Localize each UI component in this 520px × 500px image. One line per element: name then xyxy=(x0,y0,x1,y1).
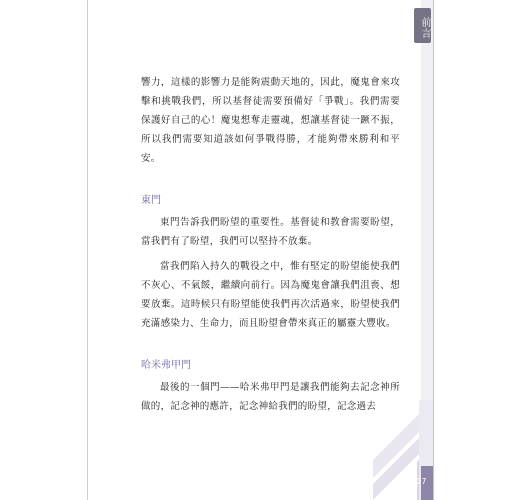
page-number: 007 xyxy=(410,477,427,486)
preface-tab xyxy=(414,8,431,43)
section-heading-east-gate: 東門 xyxy=(141,195,161,206)
book-page xyxy=(87,0,434,500)
miphkad-gate-paragraph-1: 最後的一個門——哈米弗甲門是讓我們能夠去記念神所做的，記念神的應許，記念神給我們的盼望，記念過去 xyxy=(141,382,400,412)
intro-paragraph: 響力，這樣的影響力是能夠震動天地的，因此，魔鬼會來攻擊和挑戰我們，所以基督徒需要預備好「爭戰」。我們需要保護好自己的心！魔鬼想奪走靈魂，想讓基督徒一蹶不振，所以我們需要知道該如何爭戰得勝，才能夠帶來勝利和平安。 xyxy=(141,77,400,164)
section-heading-miphkad-gate: 哈米弗甲門 xyxy=(141,360,191,371)
east-gate-paragraph-1: 東門告訴我們盼望的重要性。基督徒和教會需要盼望，當我們有了盼望，我們可以堅持不放棄。 xyxy=(141,217,400,247)
preface-tab-label: 前言 xyxy=(419,16,430,39)
east-gate-paragraph-2: 當我們陷入持久的戰役之中，惟有堅定的盼望能使我們不灰心、不氣餒，繼續向前行。因為魔鬼會讓我們沮喪、想要放棄。這時候只有盼望能使我們再次活過來，盼望使我們充滿感染力、生命力，而且盼望會帶來真正的屬靈大豐收。 xyxy=(141,261,400,329)
page-content xyxy=(141,73,400,416)
